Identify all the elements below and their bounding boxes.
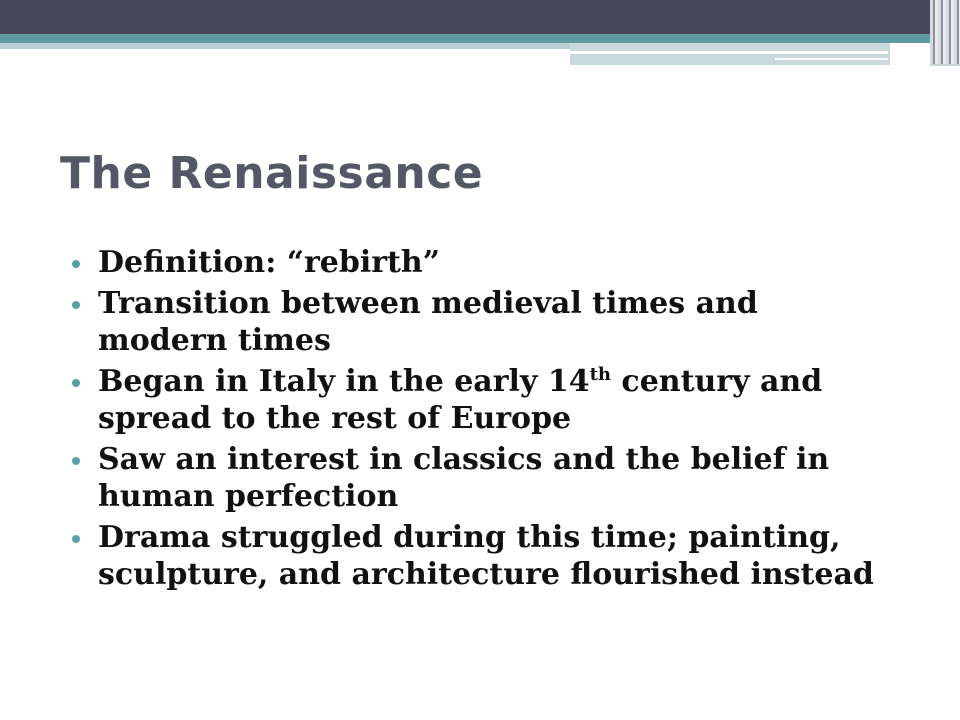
bullet-text: Drama struggled during this time; painting, sculpture, and architecture flourished instead (98, 520, 874, 592)
bullet-dot-icon (72, 301, 80, 309)
bullet-item (72, 519, 892, 593)
header-band-light-right (570, 43, 890, 65)
bullet-item (72, 244, 892, 281)
bullet-text (98, 364, 822, 436)
header-accent-line-short (775, 58, 888, 60)
header-accent-line (570, 51, 888, 54)
bullet-item (72, 363, 892, 437)
header-edge-stripes-base (930, 64, 960, 66)
header-band-dark (0, 0, 960, 34)
bullet-text-part: century and spread to the rest of Europe (98, 364, 823, 436)
bullet-text: Saw an interest in classics and the belief in human perfection (98, 442, 830, 514)
bullet-text-part: Began in Italy in the early 14 (98, 364, 590, 399)
header-edge-stripes (930, 0, 960, 64)
header-band-teal (0, 34, 960, 43)
bullet-list (72, 244, 892, 597)
bullet-item (72, 285, 892, 359)
bullet-dot-icon (72, 260, 80, 268)
bullet-item (72, 441, 892, 515)
header-band-light-left (0, 43, 570, 49)
bullet-dot-icon (72, 379, 80, 387)
slide-title: The Renaissance (60, 148, 484, 199)
superscript: th (589, 364, 611, 385)
bullet-text: Definition: “rebirth” (98, 245, 440, 280)
bullet-dot-icon (72, 457, 80, 465)
bullet-dot-icon (72, 535, 80, 543)
bullet-text: Transition between medieval times and modern times (98, 286, 758, 358)
